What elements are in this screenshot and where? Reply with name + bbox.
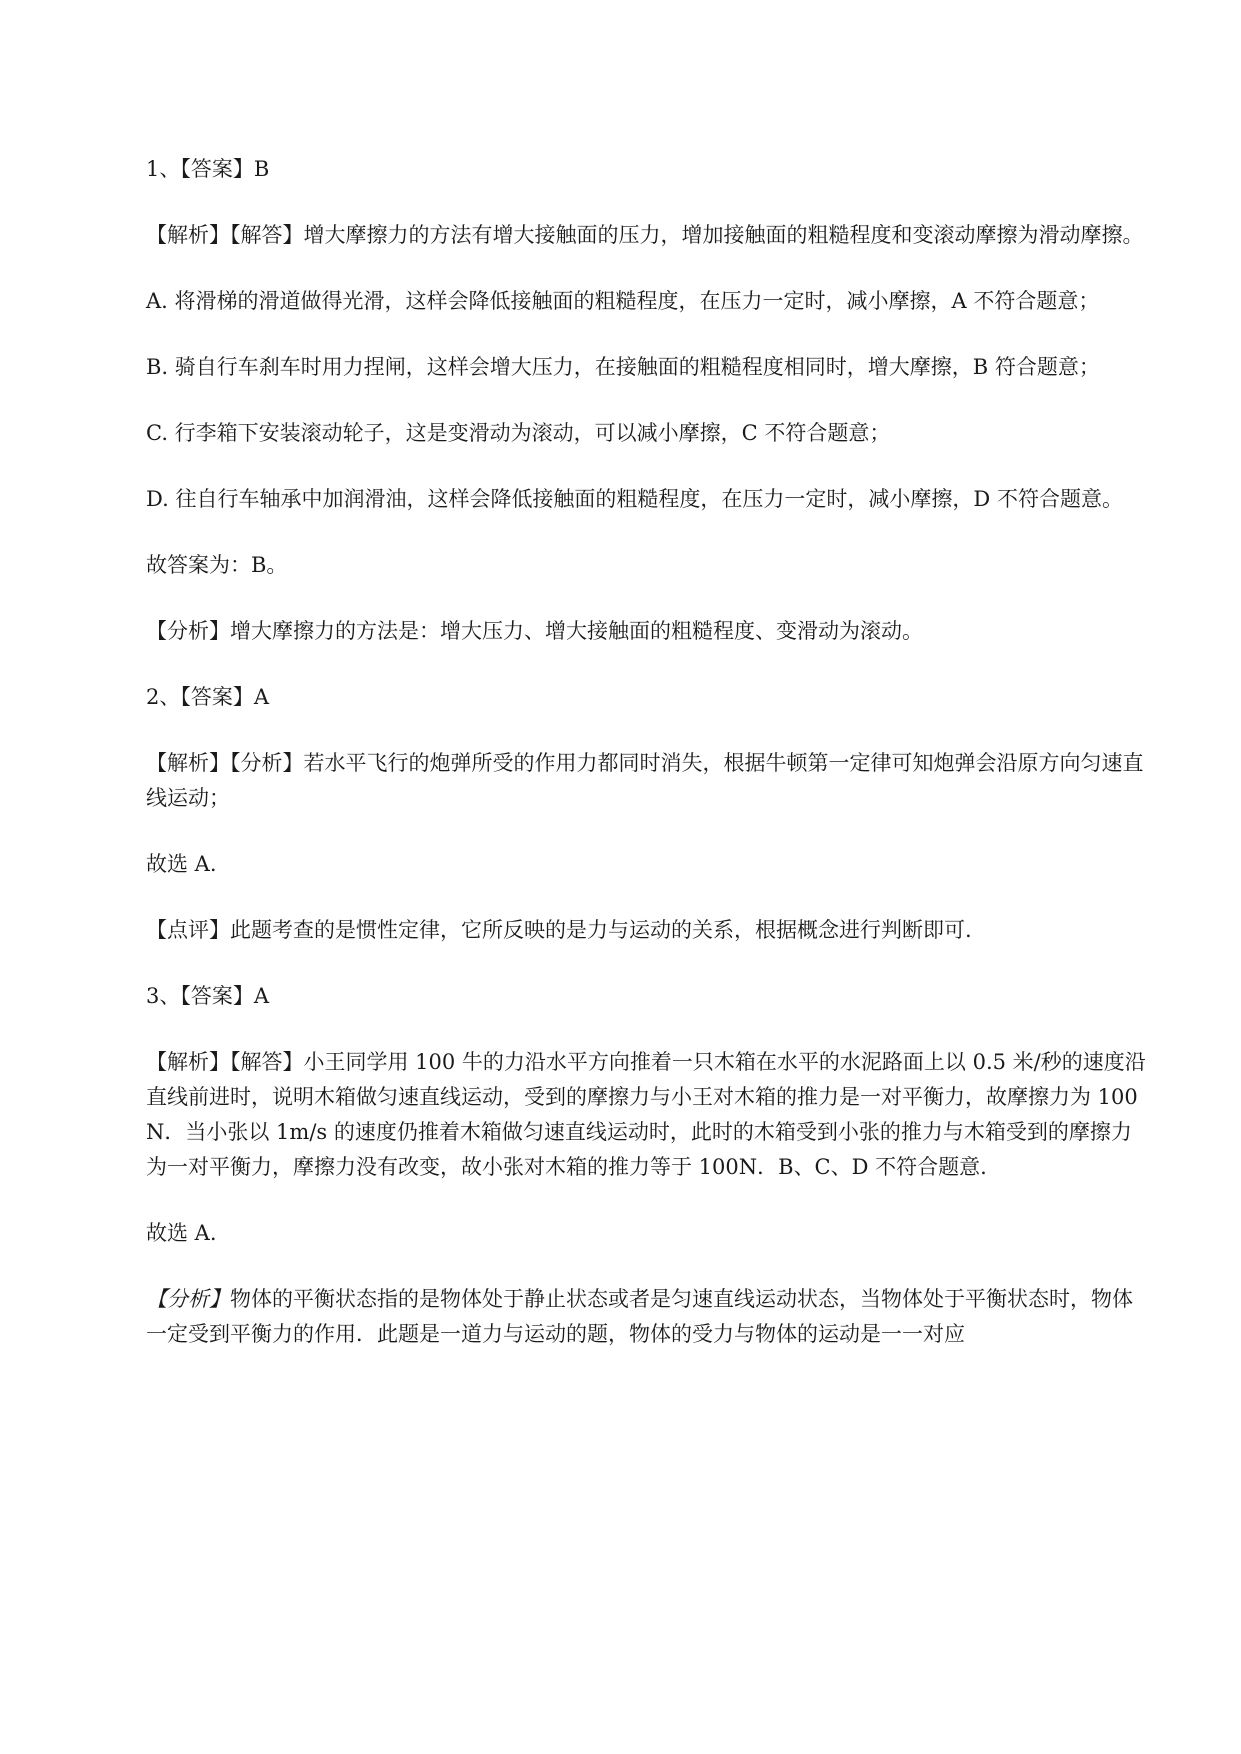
answer-1-conclusion: 故答案为：B。 <box>146 553 288 577</box>
answer-1-analysis: 【分析】增大摩擦力的方法是：增大压力、增大接触面的粗糙程度、变滑动为滚动。 <box>146 619 923 643</box>
answer-2-heading: 2、【答案】A <box>146 685 270 709</box>
answer-3-analysis <box>146 1282 1152 1352</box>
answer-3-conclusion: 故选 A. <box>146 1221 217 1245</box>
answer-2-explanation: 【解析】【分析】若水平飞行的炮弹所受的作用力都同时消失，根据牛顿第一定律可知炮弹会沿原方向匀速直线运动； <box>146 751 1144 810</box>
answer-2-conclusion: 故选 A. <box>146 852 217 876</box>
answer-1-option-a: A. 将滑梯的滑道做得光滑，这样会降低接触面的粗糙程度，在压力一定时，减小摩擦，A 不符合题意； <box>146 289 1100 313</box>
answer-2-comment: 【点评】此题考查的是惯性定律，它所反映的是力与运动的关系，根据概念进行判断即可. <box>146 918 972 942</box>
document-page <box>146 152 1152 1383</box>
answer-1-option-d: D. 往自行车轴承中加润滑油，这样会降低接触面的粗糙程度，在压力一定时，减小摩擦，D 不符合题意。 <box>146 487 1123 511</box>
analysis-lead-label: 【分析】 <box>146 1287 230 1311</box>
answer-1-explanation: 【解析】【解答】增大摩擦力的方法有增大接触面的压力，增加接触面的粗糙程度和变滚动摩擦为滑动摩擦。 <box>146 223 1144 247</box>
answer-3-heading: 3、【答案】A <box>146 984 270 1008</box>
analysis-body: 物体的平衡状态指的是物体处于静止状态或者是匀速直线运动状态，当物体处于平衡状态时，物体一定受到平衡力的作用．此题是一道力与运动的题，物体的受力与物体的运动是一一对应 <box>146 1287 1133 1346</box>
answer-3-explanation: 【解析】【解答】小王同学用 100 牛的力沿水平方向推着一只木箱在水平的水泥路面上以 0.5 米/秒的速度沿直线前进时，说明木箱做匀速直线运动，受到的摩擦力与小王对木箱的推力是一对平衡力，故摩擦力为 100N．当小张以 1m/s 的速度仍推着木箱做匀速直线运动时，此时的木箱受到小张的推力与木箱受到的摩擦力为一对平衡力，摩擦力没有改变，故小张对木箱的推力等于 100N．B、C、D 不符合题意. <box>146 1050 1146 1179</box>
answer-1-heading: 1、【答案】B <box>146 157 270 181</box>
answer-1-option-b: B. 骑自行车刹车时用力捏闸，这样会增大压力，在接触面的粗糙程度相同时，增大摩擦，B 符合题意； <box>146 355 1100 379</box>
answer-1-option-c: C. 行李箱下安装滚动轮子，这是变滑动为滚动，可以减小摩擦，C 不符合题意； <box>146 421 891 445</box>
